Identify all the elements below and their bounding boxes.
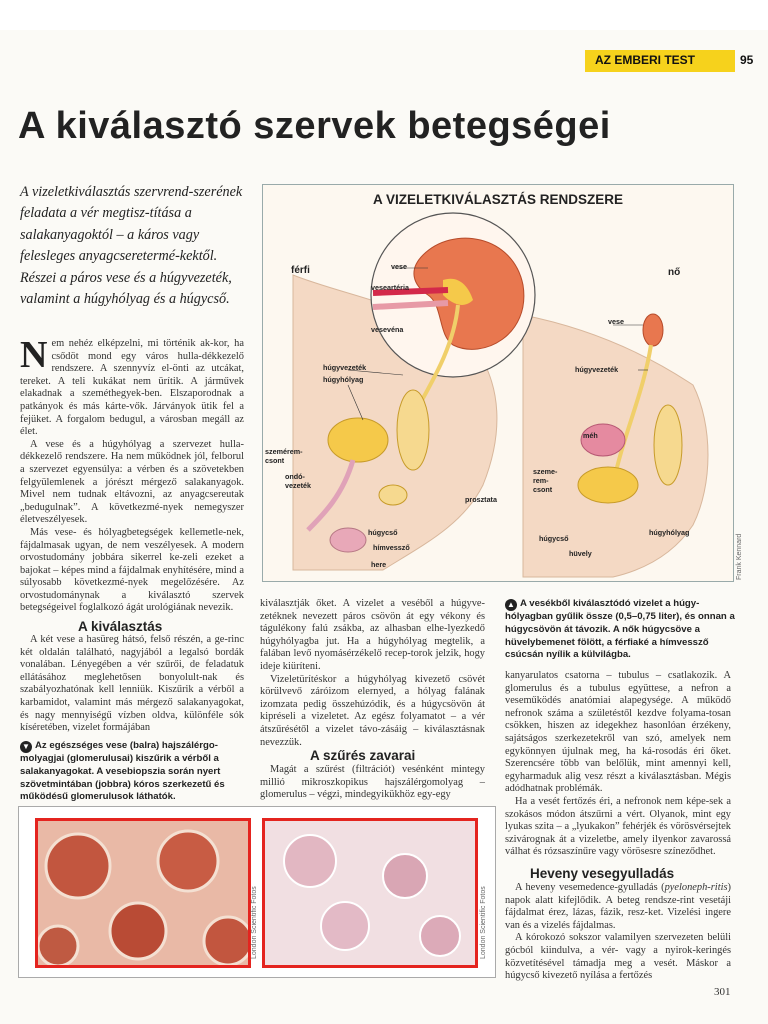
testis-shape: [330, 528, 366, 552]
label-f-hugyvezetek: húgyvezeték: [575, 365, 619, 374]
label-szeméremcsont: szemérem-csont: [265, 447, 303, 465]
drop-cap: N: [20, 334, 48, 376]
biopsy-photos: [18, 806, 496, 978]
intro-paragraph: [20, 182, 250, 310]
label-hugyvezetek: húgyvezeték: [323, 363, 367, 372]
label-veseateria: veseartéria: [371, 283, 409, 292]
photo-healthy-kidney: [35, 818, 251, 968]
diseased-tissue-image: [265, 821, 475, 965]
label-meh: méh: [583, 431, 598, 440]
col2-paragraph-3: Magát a szűrést (filtrációt) vesénként mintegy millió mikroszkopikus hajszálérgomolyag – glomerulus – végzi, mindegyikükhöz egy-egy: [260, 764, 485, 801]
prostate-shape: [379, 485, 407, 505]
label-hugycso: húgycső: [368, 528, 398, 537]
col3-paragraph-2: Ha a vesét fertőzés éri, a nefronok nem képe-sek a szokásos módon átszűrni a vért. Olyanok, mint egy lyukas szita – a „lyukakon” fehérjék és vörösvérsejtek szivárognak át a vizeletbe, amely ilyenkor zavarossá válhat és rózsaszínűre vagy vörösesre színeződhet.: [505, 795, 731, 858]
caption-right: [505, 598, 737, 662]
column-2-upper: [260, 598, 485, 749]
caption-left: [20, 740, 250, 804]
column-1-lower: [20, 634, 244, 735]
uterus-shape: [581, 424, 625, 456]
arrow-down-icon: ▼: [20, 741, 32, 753]
column-1-upper: [20, 334, 244, 615]
female-bladder: [578, 467, 638, 503]
label-ferfi: férfi: [291, 265, 310, 276]
arrow-up-icon: ▲: [505, 599, 517, 611]
label-here: here: [371, 560, 387, 569]
label-huvely: hüvely: [569, 549, 592, 558]
col3-paragraph-4: A kórokozó sokszor valamilyen szervezeten belüli gócból kiindulva, a vér- vagy a nyirok-keringés közvetítésével támadja meg a vesét. Máskor a húgycső kivezető nyílása a fertőzés: [505, 932, 731, 982]
label-vese: vese: [391, 262, 407, 271]
male-bladder: [328, 418, 388, 462]
label-himvesszo: hímvessző: [373, 543, 410, 552]
caption-left-text: Az egészséges vese (balra) hajszálérgo-molyagjai (glomerulusai) kiszűrik a vérből a salakanyagokat. A vesebiopszia során nyert szövetmintában (jobbra) kóros szerkezetű és működésű glomerulusok láthatók.: [20, 740, 225, 803]
label-ondovezetek: ondó-vezeték: [285, 472, 311, 490]
label-f-hugyholyag: húgyhólyag: [649, 528, 690, 537]
col1-paragraph-3: Más vese- és hólyagbetegségek kellemetle-nek, fájdalmasak ugyan, de nem veszélyesek. A modern orvostudomány jobbára sikerrel ke-zeli ezeket a bajokat – képes mind a fájdalmak enyhítésére, mind a súlyosabb következmé-nyek megelőzésére. Az orvostudománynak a kiválasztó szervek betegségeivel foglalkozó ágát urológiának nevezik.: [20, 526, 244, 614]
heading-szures-zavarai: A szűrés zavarai: [310, 748, 416, 763]
col1-paragraph-2: A vese és a húgyhólyag a szervezet hulla-dékkezelő rendszere. Ha nem működnek jól, felborul a szervezet egyensúlya: a vérben és a szövetekben felgyülemlenek a jórészt mérgező salakanyagok. Mivel nem tudnak eltávozni, az anyagcsereutak „bedugulnak”. A következmé-nyek nemegyszer életveszélyesek.: [20, 438, 244, 526]
page-badge: 95: [740, 53, 754, 67]
intro-text: A vizeletkiválasztás szervrend-szerének feladata a vér megtisz-títása a salakanyagoktól – a káros vagy felesleges anyagcseretermé-kektől. Részei a páros vese és a húgyvezeték, valamint a húgyhólyag és a húgycső.: [20, 184, 243, 308]
photo-credit-right: London Scientific Fotos: [480, 886, 487, 959]
heading-heveny-vesegyulladas: Heveny vesegyulladás: [530, 866, 675, 881]
section-label: AZ EMBERI TEST: [595, 53, 696, 67]
label-vesevena: vesevéna: [371, 325, 404, 334]
label-f-vese: vese: [608, 317, 624, 326]
female-kidney: [643, 314, 663, 346]
diagram-credit: Frank Kennard: [736, 533, 743, 580]
label-no: nő: [668, 267, 681, 278]
label-prosztata: prosztata: [465, 495, 497, 504]
column-3-lower: [505, 882, 731, 983]
page-number: 301: [714, 986, 731, 998]
heading-kivalasztas: A kiválasztás: [78, 619, 163, 634]
col2-paragraph-1: kiválasztják őket. A vizelet a veséből a húgyve-zetéknek nevezett páros csövön át egy vékony és tágulékony falú zsákba, az alhasban elhe-lyezkedő húgyhólyagba jut. Ha a húgyhólyag megtelik, a falában levő nyomásérzékelő recep-torok jelzik, hogy ideje kiüríteni.: [260, 598, 485, 672]
diagram-title: A VIZELETKIVÁLASZTÁS RENDSZERE: [372, 192, 623, 207]
urinary-system-diagram: [262, 184, 734, 582]
col1-paragraph-4: A két vese a hasüreg hátsó, felső részén, a ge-rinc két oldalán található, nagyjából a legalsó bordák vonalában. Lényegében a vér szűrői, de feladatuk ellátásához meglehetősen bonyolult-nak és szabályozhatónak kell lenniük. Kiszűrik a vérből a karbamidot, valamint más mérgező salakanyagokat, és nagy mennyiségű vízben oldva, különféle sók kíséretében, vizelet formájában: [20, 634, 244, 734]
female-intestine: [654, 405, 682, 485]
col2-paragraph-2: Vizeletürítéskor a húgyhólyag kivezető csövét körülvevő záróizom elernyed, a hólyag falának izomzata pedig összehúzódik, és a húgycsövön át kipréseli a vizeletet. Az egész folyamatot – a vér átszűrésétől a vizelet távo-zásáig – kiválasztásnak nevezzük.: [260, 673, 485, 748]
label-f-szeméremcsont: szeme-rem-csont: [533, 467, 558, 494]
term-pyelonephritis: pyeloneph-ritis: [664, 882, 728, 893]
col1-paragraph-1: em nehéz elképzelni, mi történik ak-kor, ha csődöt mond egy város hulla-dékkezelő rendszere. A szennyvíz el-önti az utcákat, tereket. A teli kukákat nem ürítik. A járművek elakadnak a szeméthegyek-ben. Elszaporodnak a patkányok és más kárte-vők. Járványok ütik fel a fejüket. A forgalom bedugul, a városban megáll az élet.: [20, 338, 244, 438]
photo-diseased-kidney: [262, 818, 478, 968]
caption-right-text: A vesékből kiválasztódó vizelet a húgy-hólyagban gyűlik össze (0,5–0,75 liter), és onnan a húgycsövön át távozik. A nők húgycsöve a hüvelybemenet fölött, a férfiaké a hímvessző csúcsán nyílik a külvilágba.: [505, 598, 735, 661]
healthy-tissue-image: [38, 821, 248, 965]
photo-credit-left: London Scientific Fotos: [251, 886, 258, 959]
label-hugyholyag: húgyhólyag: [323, 375, 364, 384]
renal-vein: [373, 303, 448, 307]
col3-paragraph-3: A heveny vesemedence-gyulladás (pyeloneph-ritis) napok alatt kifejlődik. A beteg rendsze-rint vesetáji fájdalmat érez, lázas, fázik, resz-ket. Vizelési ingere van és a vizelés fájdalmas.: [505, 882, 731, 931]
column-3-upper: [505, 670, 731, 859]
male-intestine: [397, 390, 429, 470]
page-title: A kiválasztó szervek betegségei: [18, 105, 611, 147]
col3-paragraph-1: kanyarulatos csatorna – tubulus – csatlakozik. A glomerulus és a tubulus együttese, a nefron a veseműködés anatómiai alapegysége. A működő nefronok száma a születéstől kezdve folyama-tosan csökken, hiszen az idegekhez hasonlóan érzékeny, sajátságos szerkezetekről van szó, amelyek nem egykönnyen újulnak meg, ha ká-rosodás éri őket. Szerencsére több van belőlük, mint amennyi kell, egyharmaduk alig vesz részt a kiválasztásban. Mégis adódhatnak problémák.: [505, 670, 731, 795]
label-f-hugycso: húgycső: [539, 534, 569, 543]
column-2-lower: [260, 764, 485, 802]
